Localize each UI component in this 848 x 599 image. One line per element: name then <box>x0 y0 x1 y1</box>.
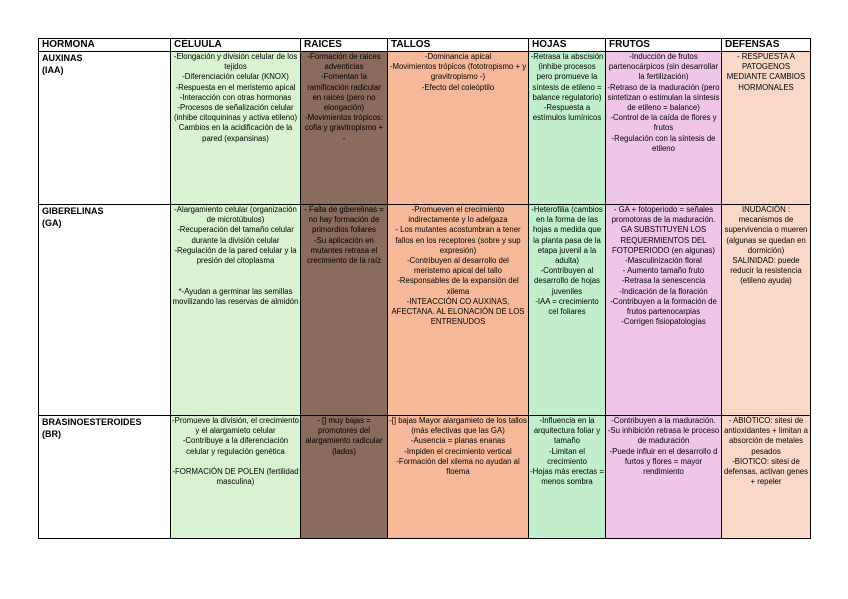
cell-iaa-hormona <box>39 52 171 205</box>
table-row-iaa <box>39 52 811 205</box>
cell-ga-hojas <box>529 205 606 416</box>
cell-text: -IAA = crecimiento cel foliares <box>535 296 601 317</box>
cell-text: -Contribuyen a la maduración. <box>611 416 716 425</box>
cell-text: -Respuesta a estímulos lumínicos <box>532 103 602 123</box>
cell-text: -Contribuyen al desarrollo del meristemo apical del tallo <box>407 256 512 276</box>
cell-ga-frutos <box>606 205 722 416</box>
cell-text: -Promueven el crecimiento indirectamente y lo adelgaza <box>408 205 508 225</box>
cell-text: -Procesos de señalización celular (inhibe citoquininas y activa etileno) <box>173 103 298 123</box>
cell-text: -Regulación con la síntesis de etileno <box>611 133 718 153</box>
cell-ga-raices <box>301 205 388 416</box>
header-frutos: FRUTOS <box>606 39 722 52</box>
cell-text: -Corrigen fisiopatologías <box>621 317 706 327</box>
cell-text: -Respuesta en el meristemo apical <box>175 82 296 92</box>
cell-text: -Efecto del coleóptilo <box>421 82 495 92</box>
cell-br-celula <box>171 416 301 539</box>
cell-text: -Retraso de la maduración (pero sintetizan o estimulan la síntesis de etileno = balance) <box>607 82 720 113</box>
header-hojas: HOJAS <box>529 39 606 52</box>
cell-br-frutos <box>606 416 722 539</box>
cell-text: -Inducción de frutos partenocárpicos (sin desarrollar la fertilización) <box>608 52 721 82</box>
cell-text: INUDACIÓN : mecanismos de supervivencia o mueren (algunas se quedan en dormición) <box>724 205 810 255</box>
cell-text: -Su aplicación en mutantes retrasa el crecimiento de la raíz <box>306 235 382 266</box>
cell-text: -Regulación de la pared celular y la presión del citoplasma <box>174 245 299 266</box>
cell-text: SALINIDAD: puede reducir la resistencia (etileno ayuda) <box>730 256 804 286</box>
cell-text: -Contribuyen a la formación de frutos partenocarpias <box>610 296 719 317</box>
table-body <box>39 52 811 539</box>
cell-br-tallos <box>388 416 529 539</box>
cell-ga-hormona <box>39 205 171 416</box>
cell-text: - RESPUESTA A PATOGENOS MEDIANTE CAMBIOS HORMONALES <box>726 52 808 92</box>
cell-iaa-celula <box>171 52 301 205</box>
cell-text: -Retrasa la abscisión (inhibe procesos pero promueve la síntesis de etileno = balance regulatorio) <box>530 52 606 102</box>
cell-text: -Formación del xilema no ayudan al floema <box>396 456 522 477</box>
cell-text: -BIOTICO: sitesi de defensas, activan genes + repeler <box>723 456 811 487</box>
header-defensas: DEFENSAS <box>722 39 811 52</box>
cell-text: (GA) <box>42 218 62 228</box>
cell-text: - ABIÓTICO: sitesi de antioxidantes + limitan a absorción de metales pesados <box>724 416 811 456</box>
cell-text: -Alargamiento celular (organización de microtúbulos) <box>174 205 299 225</box>
header-celula: CÉLUULA <box>171 39 301 52</box>
cell-text: -Promueve la división, el crecimiento y el alargamieto celular <box>172 416 299 436</box>
header-tallos: TALLOS <box>388 39 529 52</box>
table-row-br <box>39 416 811 539</box>
header-raices: RAICES <box>301 39 388 52</box>
cell-text <box>172 266 299 276</box>
cell-text: - Aumento tamaño fruto <box>622 266 705 276</box>
cell-text: (BR) <box>42 429 61 439</box>
cell-br-raices <box>301 416 388 539</box>
cell-text: -Masculinización floral <box>625 256 702 266</box>
cell-text: -Movimientos trópicos (fototropismo + y gravitropismo -) <box>389 62 529 82</box>
cell-text: (IAA) <box>42 65 64 75</box>
header-row <box>39 39 811 52</box>
cell-text: -Impiden el crecimiento vertical <box>404 446 512 456</box>
cell-text: *-Ayudan a germinar las semillas movilizando las reservas de almidón <box>172 286 299 306</box>
cell-br-hojas <box>529 416 606 539</box>
cell-text: -Elongación y división celular de los tejidos <box>173 52 300 72</box>
cell-text: -Influencia en la arquitectura foliar y tamaño <box>533 416 603 446</box>
cell-iaa-hojas <box>529 52 606 205</box>
table-row-ga <box>39 205 811 416</box>
cell-text: -Hojas más erectas = menos sombra <box>530 467 604 487</box>
cell-br-hormona <box>39 416 171 539</box>
cell-text: -Fomentan la ramificación radicular en raices (pero no elongación) <box>307 72 383 113</box>
cell-text: -Control de la caída de flores y frutos <box>610 113 719 133</box>
cell-text: -Puede influir en el desarrollo d furtos y flores = mayor rendimiento <box>609 446 720 477</box>
cell-text: BRASINOESTEROIDES <box>42 417 142 427</box>
cell-text: -Dominancia apical <box>424 52 492 61</box>
cell-text: -INTEACCIÓN CO AUXINAS, AFECTANA. AL ELONACIÓN DE LOS ENTRENUDOS <box>391 296 527 327</box>
cell-text: - Los mutantes acostumbran a tener fallos en los receptores (sobre y sup expresión) <box>395 225 523 255</box>
cell-ga-celula <box>171 205 301 416</box>
cell-text: - <box>342 133 346 143</box>
header-hormona: HORMONA <box>39 39 171 52</box>
cell-text: -Limitan el crecimiento <box>547 446 588 466</box>
cell-text: -Formación de raices adventicias <box>307 52 383 72</box>
cell-ga-tallos <box>388 205 529 416</box>
cell-text: -Indicación de la floración <box>619 286 708 296</box>
cell-text: -Movimientos trópicos: cofia y gravitropismo + <box>304 113 386 133</box>
cell-text: GIBERELINAS <box>42 206 104 216</box>
cell-text: - [] muy bajas = promotores del alargamiento radicular (lados) <box>305 416 385 456</box>
cell-text: - Falta de giberelinas = no hay formación de primordios foliares <box>304 205 386 235</box>
cell-text: -Recuperación del tamaño celular durante la división celular <box>177 225 296 245</box>
cell-iaa-frutos <box>606 52 722 205</box>
cell-text: -Interacción con otras hormonas <box>179 92 292 102</box>
cell-text: AUXINAS <box>42 53 83 63</box>
hormone-table <box>38 38 811 539</box>
cell-text: -Diferenciación celular (KNOX) <box>182 72 289 82</box>
cell-text: -Retrasa la senescencia <box>621 276 706 286</box>
cell-text: Cambios en la acidificación de la pared (expansinas) <box>178 123 295 143</box>
cell-iaa-defensas <box>722 52 811 205</box>
cell-br-defensas <box>722 416 811 539</box>
cell-text: -Responsables de la expansión del xilema <box>397 276 521 296</box>
cell-text: -Contribuye a la diferenciación celular y regulación genética <box>182 436 291 456</box>
cell-text <box>172 276 299 286</box>
cell-text: -FORMACIÓN DE POLEN (fertilidad masculina) <box>172 467 299 487</box>
cell-ga-defensas <box>722 205 811 416</box>
cell-text: -Contribuyen al desarrollo de hojas juveniles <box>534 266 603 296</box>
cell-iaa-tallos <box>388 52 529 205</box>
cell-iaa-raices <box>301 52 388 205</box>
cell-text: -Ausencia = planas enanas <box>410 436 506 446</box>
cell-text: -Heterofilia (cambios en la forma de las hojas a medida que la planta pasa de la etapa juvenil a la adulta) <box>531 205 605 266</box>
cell-text: - GA + fotoperiodo = señales promotoras de la maduración. <box>611 205 716 225</box>
cell-text <box>172 457 299 467</box>
cell-text: -[] bajas Mayor alargamieto de los tallos (más efectivas que las GA) <box>389 416 527 436</box>
cell-text: -Su inhibición retrasa le proceso de maduración <box>607 426 722 446</box>
cell-text: GA SUBSTITUYEN LOS REQUERMIENTOS DEL FOTOPERIODO (en algunas) <box>612 225 715 255</box>
